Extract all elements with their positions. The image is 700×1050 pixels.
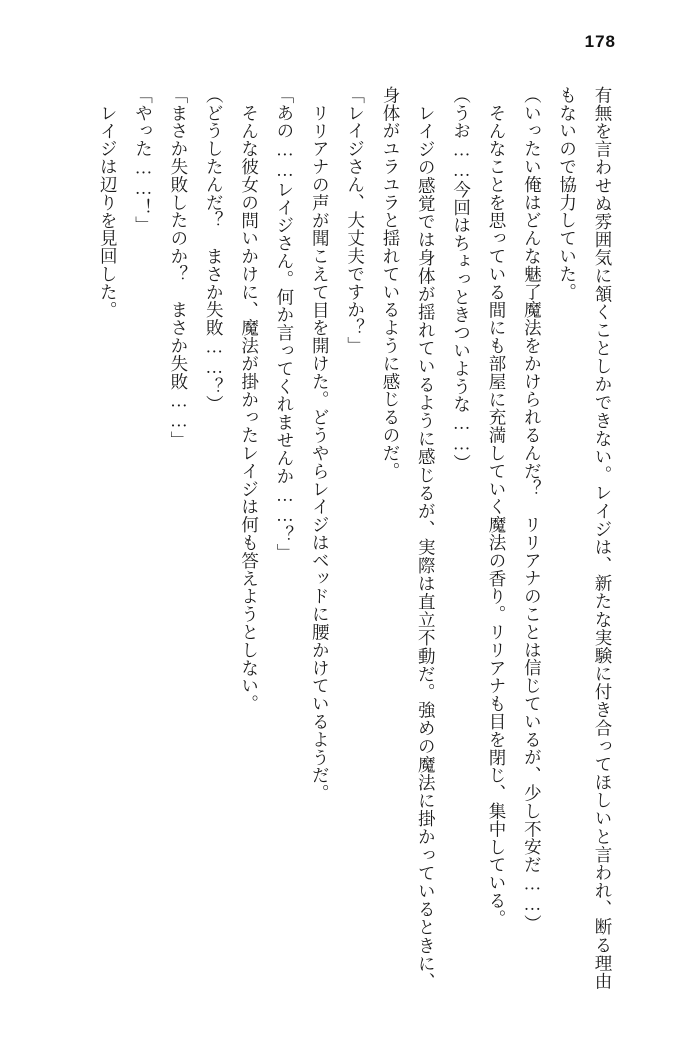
paragraph: 「あの……レイジさん。何か言ってくれませんか……？」 bbox=[274, 86, 295, 562]
paragraph: そんなことを思っている間にも部屋に充満していく魔法の香り。リリアナも目を閉じ、集中している。 bbox=[486, 103, 507, 927]
paragraph: 「まさか失敗したのか？ まさか失敗……」 bbox=[168, 86, 189, 449]
paragraph: 「やった……！」 bbox=[133, 86, 154, 235]
paragraph: 「レイジさん、大丈夫ですか？」 bbox=[345, 86, 366, 355]
paragraph: レイジの感覚では身体が揺れているように感じるが、実際は直立不動だ。強めの魔法に掛かっているときに、身体がユラユラと揺れているように感じるのだ。 bbox=[380, 86, 437, 990]
paragraph: （うお……今回はちょっときついような……） bbox=[451, 86, 472, 472]
paragraph: リリアナの声が聞こえて目を開けた。どうやらレイジはベッドに腰かけているようだ。 bbox=[310, 103, 331, 802]
vertical-text-body bbox=[92, 86, 620, 990]
paragraph: 有無を言わせぬ雰囲気に頷くことしかできない。レイジは、新たな実験に付き合ってほしいと言われ、断る理由もないので協力していた。 bbox=[557, 86, 613, 990]
paragraph: （どうしたんだ？ まさか失敗……？） bbox=[204, 86, 225, 414]
paragraph: レイジは辺りを見回した。 bbox=[98, 103, 119, 319]
paragraph: （いったい俺はどんな魅了魔法をかけられるんだ？ リリアナのことは信じているが、少し不安だ……） bbox=[522, 86, 543, 933]
paragraph: そんな彼女の問いかけに、魔法が掛かったレイジは何も答えようとしない。 bbox=[239, 103, 260, 713]
page-number: 178 bbox=[584, 32, 616, 51]
